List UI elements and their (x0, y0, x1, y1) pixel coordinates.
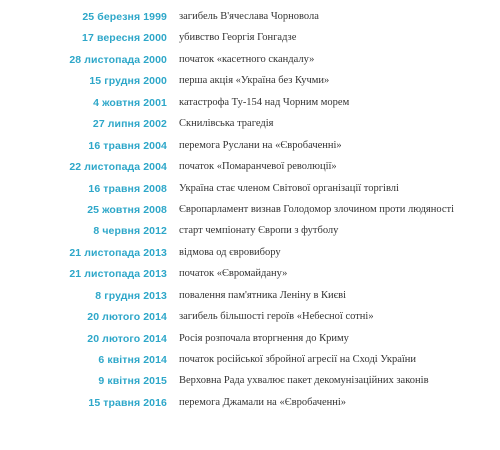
timeline-event: Скнилівська трагедія (179, 118, 274, 130)
timeline-row (0, 351, 500, 372)
timeline-row (0, 72, 500, 93)
timeline-event: перша акція «Україна без Кучми» (179, 75, 330, 87)
timeline-date: 15 травня 2016 (88, 396, 167, 409)
timeline-row (0, 94, 500, 115)
timeline-date: 17 вересня 2000 (82, 32, 167, 45)
timeline-row (0, 158, 500, 179)
timeline-date: 8 грудня 2013 (95, 289, 167, 302)
timeline-event: старт чемпіонату Європи з футболу (179, 225, 339, 237)
timeline-event: перемога Руслани на «Євробаченні» (179, 139, 342, 151)
timeline-date: 16 травня 2004 (88, 139, 167, 152)
timeline-date: 9 квітня 2015 (98, 375, 167, 388)
timeline-row (0, 244, 500, 265)
timeline-event: катастрофа Ту-154 над Чорним морем (179, 96, 350, 108)
timeline-row (0, 222, 500, 243)
timeline-event: відмова од євровибору (179, 246, 281, 258)
timeline-date: 15 грудня 2000 (89, 75, 167, 88)
timeline-row (0, 137, 500, 158)
timeline-event: загибель В'ячеслава Чорновола (179, 11, 319, 22)
timeline-date: 20 лютого 2014 (87, 311, 167, 324)
timeline-row (0, 201, 500, 222)
timeline-event: початок «Євромайдану» (179, 268, 288, 280)
timeline-event: загибель більшості героїв «Небесної сотні» (179, 311, 374, 323)
timeline-row (0, 308, 500, 329)
timeline-row (0, 330, 500, 351)
timeline-date: 21 листопада 2013 (69, 268, 167, 281)
timeline-event: повалення пам'ятника Леніну в Києві (179, 289, 347, 301)
timeline-event: початок російської збройної агресії на Сході України (179, 354, 417, 365)
timeline-date: 21 листопада 2013 (69, 246, 167, 259)
timeline-row (0, 287, 500, 308)
timeline-date: 20 лютого 2014 (87, 332, 167, 345)
timeline-date: 25 жовтня 2008 (87, 203, 167, 216)
timeline-event: Україна стає членом Світової організації торгівлі (179, 182, 399, 194)
timeline-date: 4 жовтня 2001 (93, 96, 167, 109)
timeline-date: 28 листопада 2000 (69, 53, 167, 66)
timeline-event: Верховна Рада ухвалює пакет декомунізаційних законів (179, 375, 429, 387)
timeline-date: 6 квітня 2014 (98, 354, 167, 366)
timeline-date: 22 листопада 2004 (69, 161, 167, 174)
timeline-row (0, 394, 500, 415)
timeline-event: початок «касетного скандалу» (179, 53, 315, 65)
timeline-event: Європарламент визнав Голодомор злочином проти людяності (179, 203, 455, 215)
timeline-list (0, 8, 500, 415)
timeline-date: 25 березня 1999 (82, 11, 167, 23)
timeline-row (0, 265, 500, 286)
timeline-date: 16 травня 2008 (88, 182, 167, 195)
timeline-row (0, 115, 500, 136)
timeline-event: убивство Георгія Гонгадзе (179, 32, 297, 44)
timeline-date: 27 липня 2002 (92, 118, 167, 131)
timeline-row (0, 8, 500, 29)
timeline-row (0, 29, 500, 50)
timeline-event: Росія розпочала вторгнення до Криму (179, 332, 349, 344)
timeline-row (0, 180, 500, 201)
timeline-date: 8 червня 2012 (93, 225, 167, 238)
timeline-event: перемога Джамали на «Євробаченні» (179, 396, 347, 408)
timeline-event: початок «Помаранчевої революції» (179, 161, 337, 173)
timeline-row (0, 372, 500, 393)
timeline-row (0, 51, 500, 72)
